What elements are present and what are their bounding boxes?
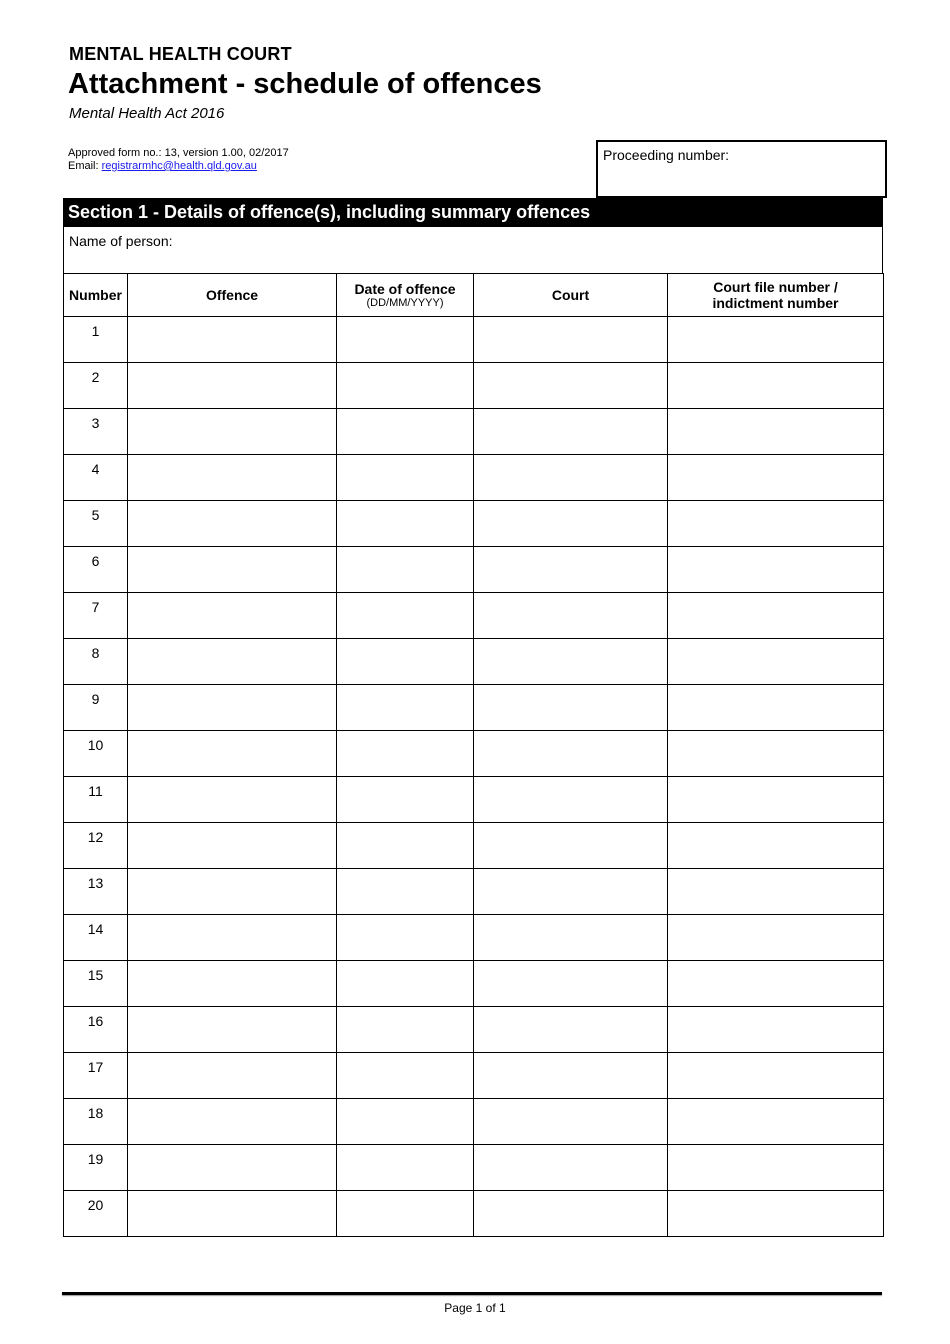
file-number-cell[interactable] [668,1053,884,1099]
date-cell[interactable] [337,731,474,777]
offence-cell[interactable] [128,317,337,363]
table-row [64,593,884,639]
offence-cell[interactable] [128,685,337,731]
offence-cell[interactable] [128,639,337,685]
offence-cell[interactable] [128,915,337,961]
court-cell[interactable] [474,685,668,731]
court-cell[interactable] [474,869,668,915]
file-number-cell[interactable] [668,409,884,455]
row-number: 14 [64,915,128,961]
file-number-cell[interactable] [668,777,884,823]
file-number-cell[interactable] [668,639,884,685]
offence-cell[interactable] [128,1099,337,1145]
date-cell[interactable] [337,685,474,731]
table-row [64,501,884,547]
offence-cell[interactable] [128,1191,337,1237]
court-cell[interactable] [474,593,668,639]
row-number: 8 [64,639,128,685]
date-cell[interactable] [337,869,474,915]
court-cell[interactable] [474,639,668,685]
column-header-court: Court [474,274,668,317]
date-cell[interactable] [337,777,474,823]
table-row [64,915,884,961]
row-number: 16 [64,1007,128,1053]
court-cell[interactable] [474,731,668,777]
date-cell[interactable] [337,1007,474,1053]
row-number: 15 [64,961,128,1007]
file-number-cell[interactable] [668,869,884,915]
table-row [64,455,884,501]
table-row [64,1053,884,1099]
file-number-cell[interactable] [668,961,884,1007]
table-row [64,1007,884,1053]
date-cell[interactable] [337,455,474,501]
date-cell[interactable] [337,915,474,961]
email-link[interactable]: registrarmhc@health.qld.gov.au [101,160,257,172]
file-number-cell[interactable] [668,1099,884,1145]
column-header-date [337,274,474,317]
row-number: 13 [64,869,128,915]
file-number-cell[interactable] [668,1191,884,1237]
date-cell[interactable] [337,501,474,547]
table-row [64,777,884,823]
row-number: 6 [64,547,128,593]
court-cell[interactable] [474,1145,668,1191]
column-header-file-number [668,274,884,317]
offence-cell[interactable] [128,1145,337,1191]
court-cell[interactable] [474,409,668,455]
date-cell[interactable] [337,1191,474,1237]
file-number-header-line1: Court file number / [713,279,838,295]
file-number-cell[interactable] [668,731,884,777]
row-number: 20 [64,1191,128,1237]
table-row [64,547,884,593]
table-row [64,1145,884,1191]
table-row [64,731,884,777]
file-number-cell[interactable] [668,593,884,639]
offence-cell[interactable] [128,731,337,777]
file-number-cell[interactable] [668,547,884,593]
date-cell[interactable] [337,1099,474,1145]
file-number-header-line2: indictment number [712,295,839,311]
offence-cell[interactable] [128,501,337,547]
court-cell[interactable] [474,1007,668,1053]
offence-cell[interactable] [128,869,337,915]
table-row [64,317,884,363]
table-row [64,823,884,869]
row-number: 10 [64,731,128,777]
table-row [64,1191,884,1237]
court-cell[interactable] [474,777,668,823]
act-name: Mental Health Act 2016 [69,105,225,122]
date-cell[interactable] [337,363,474,409]
row-number: 18 [64,1099,128,1145]
proceeding-number-field[interactable] [596,140,887,198]
table-header-row [64,274,884,317]
offence-cell[interactable] [128,593,337,639]
court-cell[interactable] [474,961,668,1007]
row-number: 2 [64,363,128,409]
column-header-number: Number [64,274,128,317]
form-meta [68,147,289,173]
table-row [64,363,884,409]
proceeding-number-label: Proceeding number: [603,147,730,163]
court-cell[interactable] [474,1053,668,1099]
court-cell[interactable] [474,823,668,869]
file-number-cell[interactable] [668,363,884,409]
court-cell[interactable] [474,455,668,501]
row-number: 12 [64,823,128,869]
date-cell[interactable] [337,823,474,869]
date-cell[interactable] [337,593,474,639]
court-name: MENTAL HEALTH COURT [69,44,292,64]
row-number: 9 [64,685,128,731]
email-line [68,160,289,173]
table-row [64,869,884,915]
name-of-person-label: Name of person: [69,233,173,249]
date-cell[interactable] [337,317,474,363]
date-format-hint: (DD/MM/YYYY) [366,296,444,309]
row-number: 1 [64,317,128,363]
table-row [64,685,884,731]
table-row [64,639,884,685]
row-number: 17 [64,1053,128,1099]
row-number: 5 [64,501,128,547]
court-cell[interactable] [474,915,668,961]
date-cell[interactable] [337,409,474,455]
column-header-offence: Offence [128,274,337,317]
date-cell[interactable] [337,961,474,1007]
file-number-cell[interactable] [668,685,884,731]
offence-cell[interactable] [128,363,337,409]
offence-cell[interactable] [128,1053,337,1099]
date-header-label: Date of offence [354,280,456,297]
footer-divider [62,1292,882,1295]
file-number-cell[interactable] [668,823,884,869]
court-cell[interactable] [474,1191,668,1237]
row-number: 19 [64,1145,128,1191]
file-number-cell[interactable] [668,455,884,501]
file-number-cell[interactable] [668,501,884,547]
file-number-cell[interactable] [668,915,884,961]
section-1-header: Section 1 - Details of offence(s), including summary offences [63,198,883,227]
row-number: 11 [64,777,128,823]
approved-form-number: Approved form no.: 13, version 1.00, 02/2017 [68,147,289,159]
court-cell[interactable] [474,547,668,593]
date-cell[interactable] [337,547,474,593]
offence-cell[interactable] [128,409,337,455]
table-row [64,961,884,1007]
court-cell[interactable] [474,363,668,409]
file-number-cell[interactable] [668,1145,884,1191]
table-row [64,409,884,455]
date-cell[interactable] [337,639,474,685]
table-row [64,1099,884,1145]
court-cell[interactable] [474,317,668,363]
offence-cell[interactable] [128,455,337,501]
email-label: Email: [68,160,102,172]
offence-cell[interactable] [128,961,337,1007]
court-cell[interactable] [474,501,668,547]
page-number: Page 1 of 1 [444,1301,506,1315]
name-of-person-field[interactable] [63,227,883,274]
offence-cell[interactable] [128,1007,337,1053]
form-title: Attachment - schedule of offences [68,68,542,100]
offence-cell[interactable] [128,777,337,823]
offence-cell[interactable] [128,823,337,869]
row-number: 4 [64,455,128,501]
court-cell[interactable] [474,1099,668,1145]
row-number: 3 [64,409,128,455]
file-number-cell[interactable] [668,1007,884,1053]
date-cell[interactable] [337,1145,474,1191]
date-cell[interactable] [337,1053,474,1099]
offences-table [63,273,884,1237]
file-number-cell[interactable] [668,317,884,363]
row-number: 7 [64,593,128,639]
offence-cell[interactable] [128,547,337,593]
